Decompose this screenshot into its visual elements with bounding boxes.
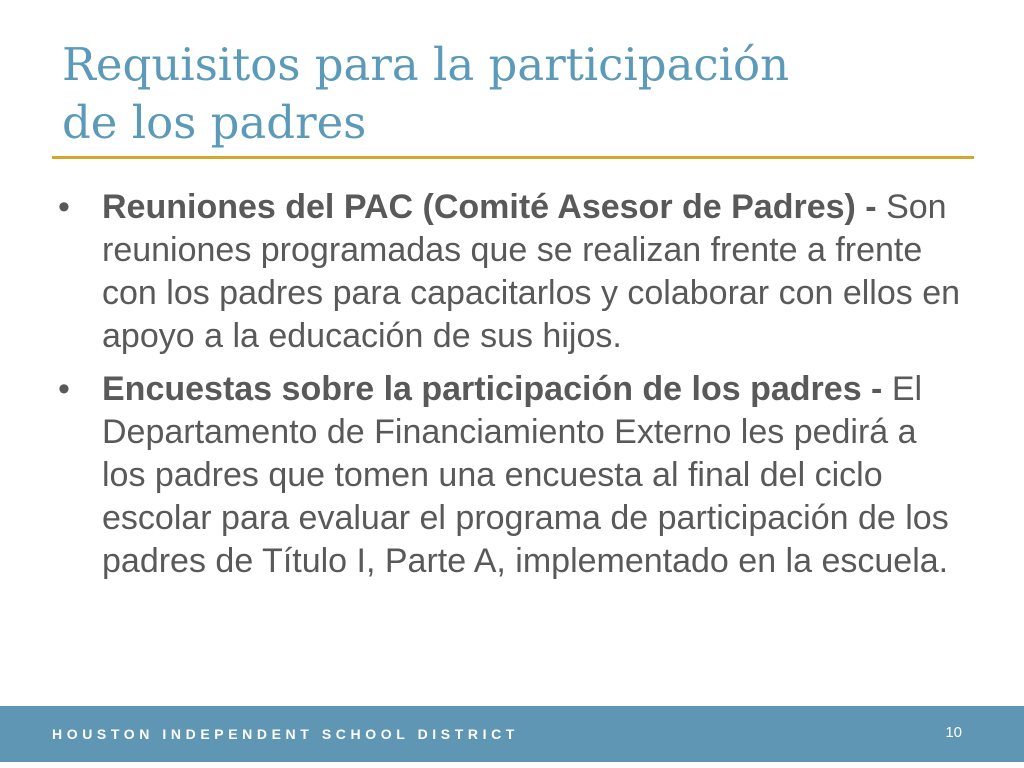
- bullet-list: [56, 186, 968, 593]
- slide-title-line-1: Requisitos para la participación: [62, 38, 790, 91]
- bullet-heading: Encuestas sobre la participación de los padres -: [102, 370, 883, 408]
- bullet-text: Son reuniones programadas que se realizan frente a frente con los padres para capacitarlos y colaborar con ellos en apoyo a la educación de sus hijos.: [102, 188, 961, 355]
- footer-bar: [0, 706, 1024, 762]
- bullet-marker: •: [58, 188, 70, 226]
- bullet-item-pac-meetings: [56, 186, 968, 358]
- bullet-text: El Departamento de Financiamiento Externo les pedirá a los padres que tomen una encuesta al final del ciclo escolar para evaluar el programa de participación de los padres de Título I, Parte A, implementado en la escuela.: [102, 370, 949, 580]
- page-number: 10: [945, 724, 962, 741]
- slide-title: [62, 36, 962, 152]
- bullet-heading: Reuniones del PAC (Comité Asesor de Padres) -: [102, 188, 877, 226]
- footer-organization-name: HOUSTON INDEPENDENT SCHOOL DISTRICT: [52, 726, 519, 742]
- slide-title-line-2: de los padres: [62, 96, 367, 149]
- bullet-marker: •: [58, 370, 70, 408]
- title-underline: [52, 156, 974, 159]
- bullet-item-surveys: [56, 368, 968, 583]
